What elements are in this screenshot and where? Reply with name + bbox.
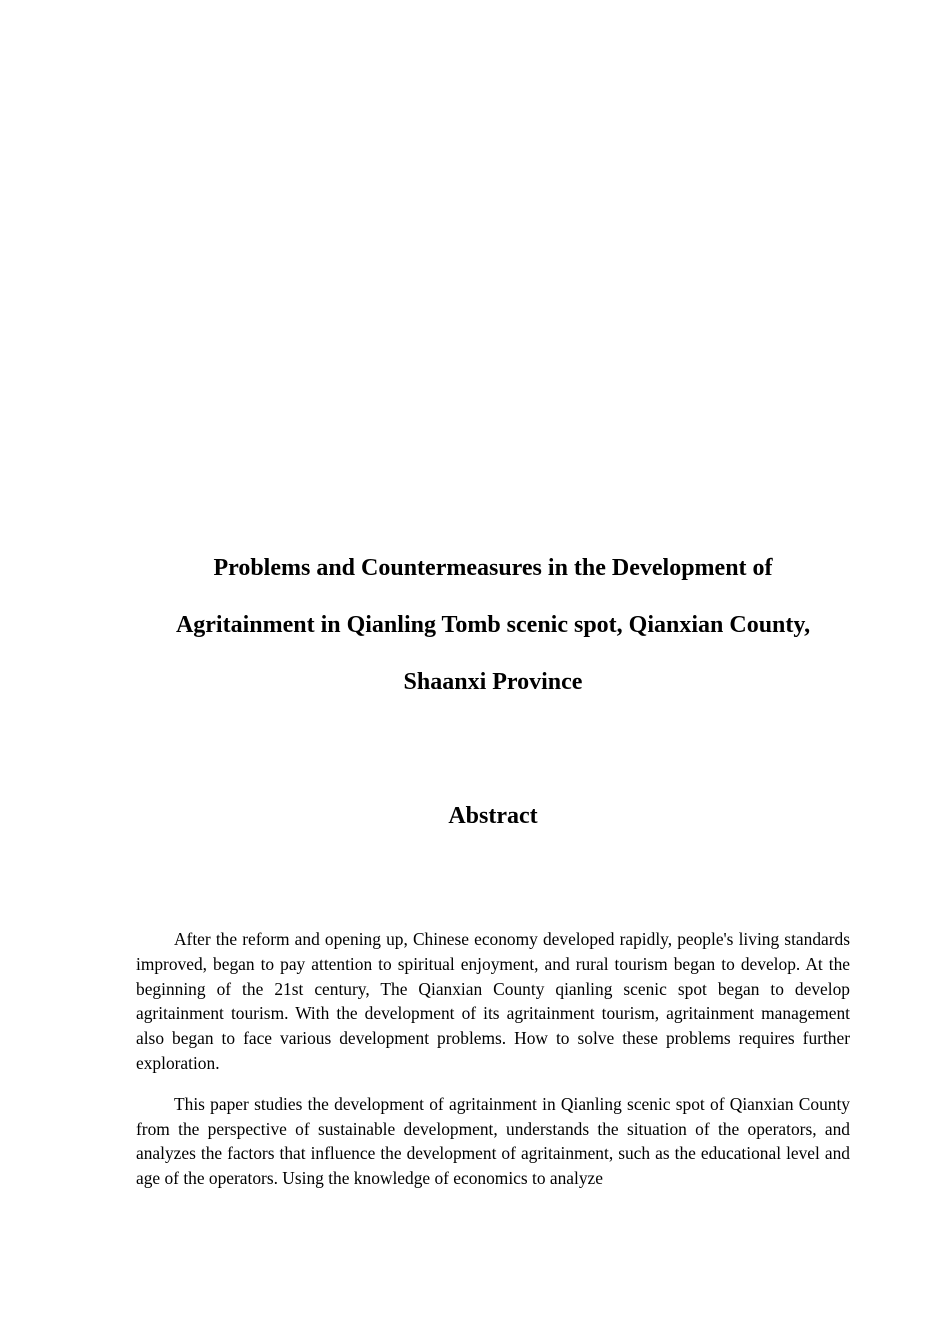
abstract-body (136, 927, 850, 1207)
paper-title (136, 540, 850, 711)
title-line-1: Problems and Countermeasures in the Development of (213, 555, 773, 581)
abstract-paragraph-2: This paper studies the development of agritainment in Qianling scenic spot of Qianxian County from the perspective of sustainable development, understands the situation of the operators, and analyzes the factors that influence the development of agritainment, such as the educational level and age of the operators. Using the knowledge of economics to analyze (136, 1093, 850, 1189)
abstract-paragraph-1: After the reform and opening up, Chinese economy developed rapidly, people's living standards improved, began to pay attention to spiritual enjoyment, and rural tourism began to develop. At the beginning of the 21st century, The Qianxian County qianling scenic spot began to develop agritainment tourism. With the development of its agritainment tourism, agritainment management also began to face various development problems. How to solve these problems requires further exploration. (136, 929, 850, 1073)
title-line-3: Shaanxi Province (403, 669, 583, 695)
title-line-2: Agritainment in Qianling Tomb scenic spot, Qianxian County, (175, 612, 811, 638)
abstract-heading: Abstract (448, 803, 538, 829)
